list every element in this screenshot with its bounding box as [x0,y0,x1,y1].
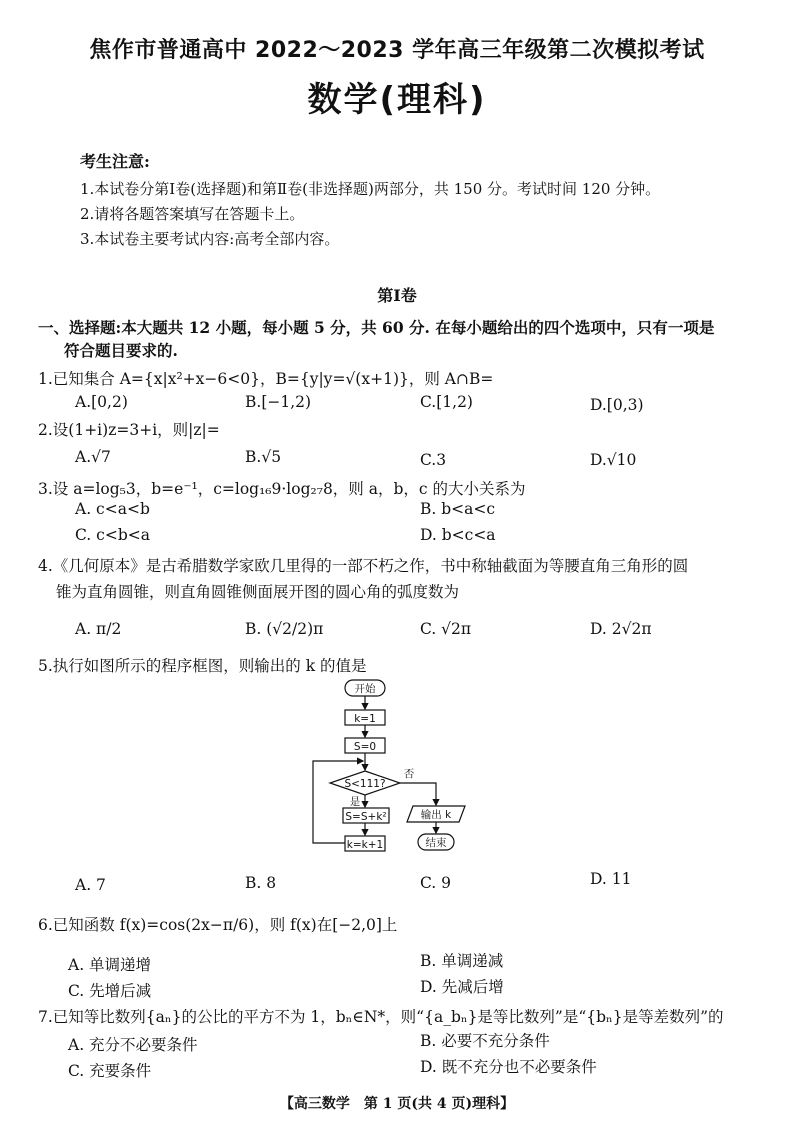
option-c: C. 充要条件 [68,1062,152,1080]
flow-condition: S<111? [344,778,386,790]
option-d: D. 既不充分也不必要条件 [420,1058,597,1076]
option-a: A. 充分不必要条件 [68,1036,198,1054]
flow-end: 结束 [425,837,447,849]
option-a: A.[0,2) [75,393,128,411]
option-d: D. 先减后增 [420,978,504,996]
flow-init-s: S=0 [353,741,377,753]
option-d: D. 11 [590,870,632,888]
option-a: A. c<a<b [75,500,150,518]
option-b: B. 单调递减 [420,952,504,970]
option-b: B. 8 [245,874,277,892]
option-c: C. √2π [420,620,472,638]
option-d: D.[0,3) [590,396,644,414]
option-c: C. c<b<a [75,526,150,544]
option-b: B. b<a<c [420,500,496,518]
flow-yes-label: 是 [349,796,361,808]
part-instructions: 一、选择题:本大题共 12 小题，每小题 5 分，共 60 分. 在每小题给出的四个选项中，只有一项是 [38,318,715,337]
part-instructions-cont: 符合题目要求的. [64,341,178,360]
option-c: C.3 [420,451,447,469]
exam-title: 焦作市普通高中 2022～2023 学年高三年级第二次模拟考试 [89,38,705,63]
page-footer: 【高三数学 第 1 页(共 4 页)理科】 [279,1096,515,1112]
option-d: D.√10 [590,451,637,469]
flow-no-label: 否 [403,768,415,780]
option-c: C. 9 [420,874,452,892]
option-a: A.√7 [75,448,111,466]
flow-start: 开始 [354,683,376,695]
option-d: D. b<c<a [420,526,496,544]
question-stem: 5.执行如图所示的程序框图，则输出的 k 的值是 [38,657,367,675]
question-stem: 7.已知等比数列{aₙ}的公比的平方不为 1，bₙ∈N*，则“{a_bₙ}是等比数列”是“{bₙ}是等差数列”的 [38,1008,724,1026]
option-b: B.√5 [245,448,282,466]
option-a: A. 7 [75,876,106,894]
option-a: A. 单调递增 [68,956,152,974]
notice-item: 3.本试卷主要考试内容:高考全部内容。 [80,230,340,248]
flow-output: 输出 k [420,809,452,821]
option-a: A. π/2 [75,620,122,638]
section-title: 第Ⅰ卷 [377,286,417,305]
notice-item: 2.请将各题答案填写在答题卡上。 [80,205,305,223]
flow-update-k: k=k+1 [346,839,384,851]
option-b: B.[−1,2) [245,393,312,411]
question-stem: 4.《几何原本》是古希腊数学家欧几里得的一部不朽之作，书中称轴截面为等腰直角三角形的圆 [38,557,689,575]
option-d: D. 2√2π [590,620,652,638]
flow-init-k: k=1 [354,713,376,725]
subject-title: 数学(理科) [307,80,487,120]
question-stem-cont: 锥为直角圆锥，则直角圆锥侧面展开图的圆心角的弧度数为 [56,583,460,601]
option-b: B. (√2/2)π [245,620,324,638]
option-c: C.[1,2) [420,393,473,411]
question-stem: 2.设(1+i)z=3+i，则|z|= [38,421,220,439]
option-b: B. 必要不充分条件 [420,1032,550,1050]
notice-item: 1.本试卷分第Ⅰ卷(选择题)和第Ⅱ卷(非选择题)两部分，共 150 分。考试时间 120 分钟。 [80,180,661,198]
program-flowchart [305,676,480,871]
notice-heading: 考生注意: [80,152,150,171]
question-stem: 1.已知集合 A={x|x²+x−6<0}，B={y|y=√(x+1)}，则 A∩B= [38,370,494,388]
question-stem: 3.设 a=log₅3，b=e⁻¹，c=log₁₆9·log₂₇8，则 a，b，c 的大小关系为 [38,480,526,498]
option-c: C. 先增后减 [68,982,152,1000]
question-stem: 6.已知函数 f(x)=cos(2x−π/6)，则 f(x)在[−2,0]上 [38,916,398,934]
flow-update-s: S=S+k² [345,811,387,823]
